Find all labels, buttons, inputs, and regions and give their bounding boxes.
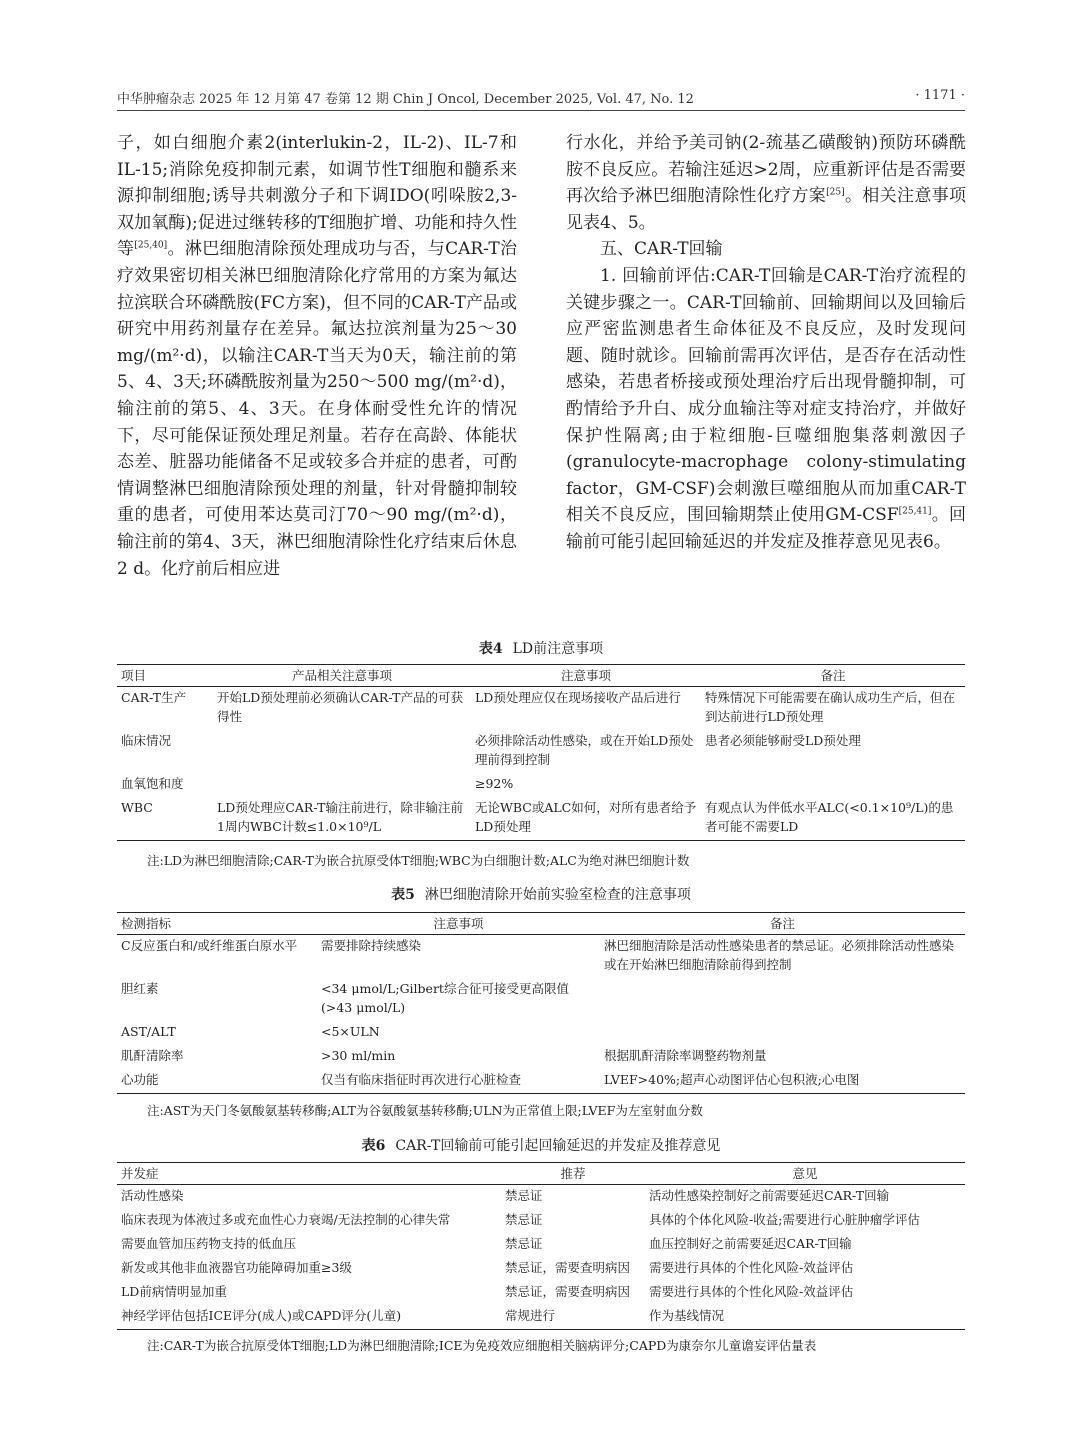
table-row [117, 797, 965, 841]
table6-title: CAR-T回输前可能引起回输延迟的并发症及推荐意见 [395, 1138, 721, 1154]
journal-citation: 中华肿瘤杂志 2025 年 12 月第 47 卷第 12 期 Chin J Oncol, December 2025, Vol. 47, No. 12 [117, 92, 694, 107]
citation-ref: [25,41] [898, 506, 932, 517]
table-cell: 开始LD预处理前必须确认CAR-T产品的可获得性 [217, 690, 463, 724]
right-column [566, 130, 966, 556]
left-column [117, 130, 517, 582]
table-row [117, 773, 965, 797]
table-cell: 神经学评估包括ICE评分(成人)或CAPD评分(儿童) [117, 1305, 501, 1330]
column-header: 检测指标 [117, 913, 317, 935]
running-header [117, 86, 965, 108]
table4-title: LD前注意事项 [512, 641, 604, 657]
text-run: 1. 回输前评估:CAR-T回输是CAR-T治疗流程的关键步骤之一。CAR-T回输前、回输期间以及回输后应严密监测患者生命体征及不良反应，及时发现问题、随时就诊。回输前需再次评估，是否存在活动性感染，若患者桥接或预处理治疗后出现骨髓抑制，可酌情给予升白、成分血输注等对症支持治疗，并做好保护性隔离;由于粒细胞-巨噬细胞集落刺激因子(granulocyte-macrophage colony-stimulating factor，GM-CSF)会刺激巨噬细胞从而加重CAR-T相关不良反应，围回输期禁止使用GM-CSF [566, 265, 966, 526]
table-row [117, 1021, 965, 1045]
paragraph [566, 263, 966, 556]
table-cell: 患者必须能够耐受LD预处理 [705, 733, 861, 748]
column-header: 注意事项 [317, 913, 600, 935]
table5-note: 注:AST为天门冬氨酸氨基转移酶;ALT为谷氨酸氨基转移酶;ULN为正常值上限;LVEF为左室射血分数 [147, 1103, 703, 1118]
table-cell: 必须排除活动性感染，或在开始LD预处理前得到控制 [475, 733, 694, 767]
table6-label: 表6 [361, 1138, 386, 1154]
table-cell: 淋巴细胞清除是活动性感染患者的禁忌证。必须排除活动性感染或在开始淋巴细胞清除前得到控制 [604, 938, 955, 972]
table5-label: 表5 [391, 887, 415, 903]
table-cell: AST/ALT [121, 1024, 176, 1039]
table-cell: <34 μmol/L;Gilbert综合征可接受更高限值(>43 μmol/L) [321, 981, 569, 1015]
column-header: 产品相关注意事项 [213, 665, 471, 687]
table-cell: ≥92% [475, 776, 514, 791]
table-cell: C反应蛋白和/或纤维蛋白原水平 [121, 938, 298, 953]
page-number: · 1171 · [915, 88, 965, 103]
table-cell: 胆红素 [121, 981, 159, 996]
table5-title: 淋巴细胞清除开始前实验室检查的注意事项 [424, 887, 691, 903]
table-cell: 常规进行 [501, 1305, 645, 1330]
table5-caption [117, 884, 965, 904]
table6-note: 注:CAR-T为嵌合抗原受体T细胞;LD为淋巴细胞清除;ICE为免疫效应细胞相关脑病评分;CAPD为康奈尔儿童谵妄评估量表 [147, 1338, 817, 1353]
table-cell: <5×ULN [321, 1024, 380, 1039]
table-row [117, 978, 965, 1021]
table-cell: 心功能 [117, 1069, 317, 1094]
table-header-row [117, 913, 965, 935]
table-cell: 临床情况 [121, 733, 172, 748]
table-row [117, 1281, 965, 1305]
column-header: 项目 [117, 665, 213, 687]
table-row [117, 1209, 965, 1233]
table-cell [701, 773, 965, 797]
paragraph [117, 130, 517, 582]
table-cell: 禁忌证，需要查明病因 [505, 1260, 631, 1275]
citation-ref: [25,40] [134, 240, 168, 251]
table-cell: 有观点认为伴低水平ALC(<0.1×10⁹/L)的患者可能不需要LD [701, 797, 965, 841]
text-run: 。回输前可能引起回输延迟的并发症及推荐意见见表6。 [566, 505, 966, 552]
table4-label: 表4 [478, 641, 503, 657]
column-header: 注意事项 [471, 665, 701, 687]
table-cell: LD预处理应仅在现场接收产品后进行 [475, 690, 681, 705]
section-heading: 五、CAR-T回输 [600, 239, 723, 260]
table-cell: 活动性感染 [121, 1188, 184, 1203]
text-run: 。淋巴细胞清除预处理成功与否，与CAR-T治疗效果密切相关淋巴细胞清除化疗常用的方案为氟达拉滨联合环磷酰胺(FC方案)，但不同的CAR-T产品或研究中用药剂量存在差异。氟达拉滨剂量为25～30 mg/(m²·d)，以输注CAR-T当天为0天，输注前的第5、4、3天;环磷酰胺剂量为250～500 mg/(m²·d)，输注前的第5、4、3天。在身体耐受性允许的情况下，尽可能保证预处理足剂量。若存在高龄、体能状态差、脏器功能储备不足或较多合并症的患者，可酌情调整淋巴细胞清除预处理的剂量，针对骨髓抑制较重的患者，可使用苯达莫司汀70～90 mg/(m²·d)，输注前的第4、3天，淋巴细胞清除性化疗结束后休息2 d。化疗前后相应进 [117, 239, 518, 579]
header-rule [117, 110, 965, 111]
table-cell: 特殊情况下可能需要在确认成功生产后，但在到达前进行LD预处理 [705, 690, 956, 724]
table-cell: 根据肌酐清除率调整药物剂量 [604, 1048, 767, 1063]
table-cell: 血氧饱和度 [121, 776, 184, 791]
table-row [117, 1069, 965, 1094]
table-row [117, 1185, 965, 1210]
table-cell [213, 730, 471, 773]
text-run: 行水化，并给予美司钠(2-巯基乙磺酸钠)预防环磷酰胺不良反应。若输注延迟>2周，应重新评估是否需要再次给予淋巴细胞清除性化疗方案 [566, 133, 966, 207]
table-cell: 作为基线情况 [645, 1305, 965, 1330]
table-row [117, 1257, 965, 1281]
table-cell: 禁忌证，需要查明病因 [505, 1284, 631, 1299]
table-cell: 需要进行具体的个性化风险-效益评估 [649, 1260, 854, 1275]
citation-ref: [25] [826, 187, 845, 198]
table4 [117, 664, 965, 841]
table6 [117, 1162, 965, 1330]
table-cell: 血压控制好之前需要延迟CAR-T回输 [649, 1236, 852, 1251]
table-row [117, 1233, 965, 1257]
table-cell: 临床表现为体液过多或充血性心力衰竭/无法控制的心律失常 [121, 1212, 451, 1227]
table-cell [600, 1021, 965, 1045]
table-cell: 禁忌证 [505, 1188, 543, 1203]
table-row [117, 730, 965, 773]
column-header: 备注 [701, 665, 965, 687]
table-cell: 无论WBC或ALC如何，对所有患者给予LD预处理 [471, 797, 701, 841]
column-header: 并发症 [117, 1163, 501, 1185]
table-cell: >30 ml/min [321, 1048, 396, 1063]
table-cell: 肌酐清除率 [121, 1048, 184, 1063]
table-cell [213, 773, 471, 797]
table-cell: 新发或其他非血液器官功能障碍加重≥3级 [121, 1260, 352, 1275]
text-run: 子，如白细胞介素2(interlukin-2，IL-2)、IL-7和IL-15;消除免疫抑制元素，如调节性T细胞和髓系来源抑制细胞;诱导共刺激分子和下调IDO(吲哚胺2,3-双加氧酶);促进过继转移的T细胞扩增、功能和持久性等 [117, 133, 517, 260]
table6-caption [117, 1135, 965, 1155]
table-cell: 仅当有临床指征时再次进行心脏检查 [317, 1069, 600, 1094]
table-cell: 具体的个体化风险-收益;需要进行心脏肿瘤学评估 [649, 1212, 920, 1227]
table-cell: 需要排除持续感染 [321, 938, 422, 953]
table-cell: 禁忌证 [505, 1212, 543, 1227]
table-cell: LD前病情明显加重 [121, 1284, 227, 1299]
table-cell: 需要进行具体的个性化风险-效益评估 [649, 1284, 854, 1299]
paragraph [566, 130, 966, 236]
table-cell: WBC [117, 797, 213, 841]
column-header: 意见 [645, 1163, 965, 1185]
table-cell: LD预处理应CAR-T输注前进行，除非输注前1周内WBC计数≤1.0×10⁹/L [213, 797, 471, 841]
table4-caption [117, 638, 965, 658]
table-cell: LVEF>40%;超声心动图评估心包积液;心电图 [600, 1069, 965, 1094]
table-cell: 需要血管加压药物支持的低血压 [121, 1236, 297, 1251]
table-header-row [117, 1163, 965, 1185]
table-row [117, 935, 965, 979]
table-cell [600, 978, 965, 1021]
table-row [117, 1045, 965, 1069]
column-header: 备注 [600, 913, 965, 935]
table-cell: CAR-T生产 [121, 690, 187, 705]
table-header-row [117, 665, 965, 687]
table-row [117, 1305, 965, 1330]
table-cell: 禁忌证 [505, 1236, 543, 1251]
table-row [117, 687, 965, 731]
column-header: 推荐 [501, 1163, 645, 1185]
table5 [117, 912, 965, 1094]
table-cell: 活动性感染控制好之前需要延迟CAR-T回输 [649, 1188, 890, 1203]
text-run: 。相关注意事项见表4、5。 [566, 186, 967, 233]
table4-note: 注:LD为淋巴细胞清除;CAR-T为嵌合抗原受体T细胞;WBC为白细胞计数;ALC为绝对淋巴细胞计数 [147, 853, 690, 868]
